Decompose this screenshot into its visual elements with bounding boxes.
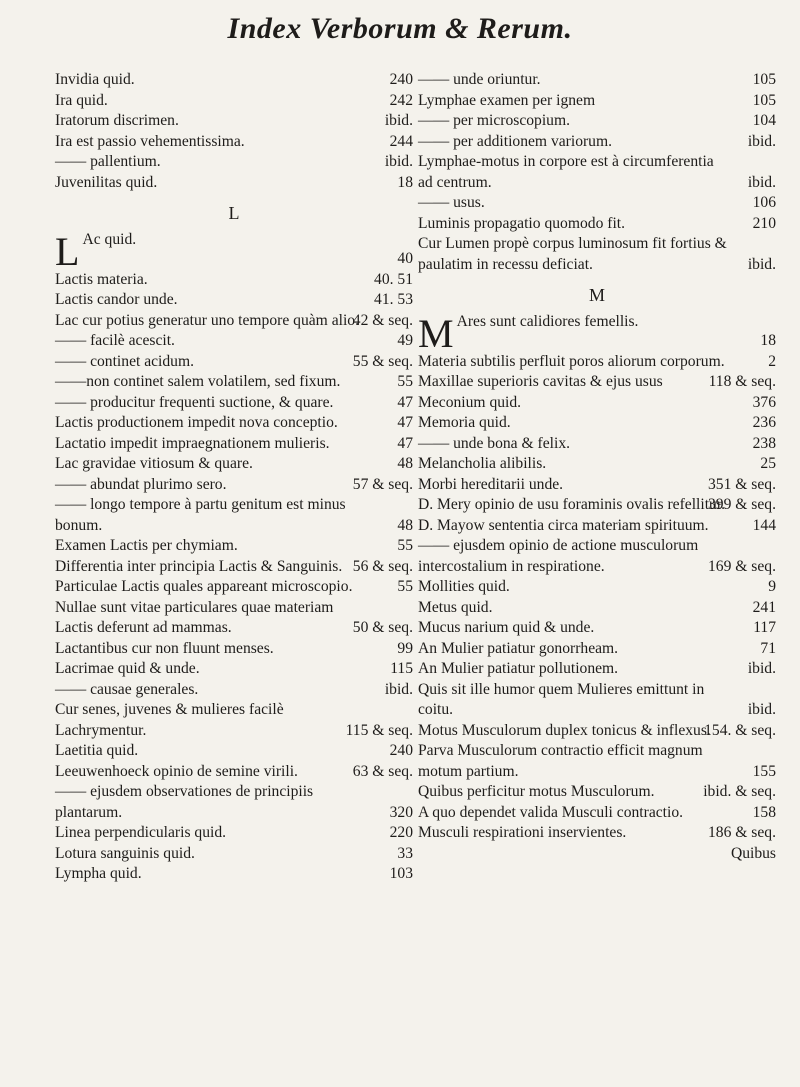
- page-reference: 105: [752, 91, 776, 109]
- page-reference: 18: [760, 332, 776, 349]
- page-reference: 186 & seq.: [707, 824, 776, 841]
- catchword: Quibus: [730, 844, 776, 862]
- index-entry: [55, 639, 413, 660]
- page-reference: ibid.: [747, 173, 776, 191]
- entry-text: ——non continet salem volatilem, sed fixum.: [55, 373, 341, 390]
- page-reference: 9: [768, 578, 776, 595]
- entry-text: An Mulier patiatur gonorrheam.: [418, 639, 619, 657]
- page-reference: 50 & seq.: [352, 619, 413, 636]
- index-entry: [55, 762, 413, 783]
- page-reference: ibid.: [384, 153, 413, 170]
- index-entry: [55, 536, 413, 557]
- page-reference: ibid.: [747, 255, 776, 273]
- page-reference: 18: [397, 173, 413, 191]
- index-entry: [55, 111, 413, 132]
- index-entry: [55, 844, 413, 865]
- entry-text: Morbi hereditarii unde.: [418, 475, 564, 493]
- entry-text: Parva Musculorum contractio efficit magnum motum partium.: [418, 742, 703, 780]
- page-reference: 244: [389, 132, 413, 150]
- page-reference: 55 & seq.: [352, 352, 413, 370]
- entry-text: Laetitia quid.: [55, 742, 139, 759]
- page-reference: 49: [397, 332, 413, 349]
- entry-text: Lactis candor unde.: [55, 291, 178, 308]
- page-reference: 154. & seq.: [704, 721, 776, 739]
- entry-text: Memoria quid.: [418, 414, 511, 431]
- page-reference: 40. 51: [374, 270, 413, 288]
- entry-text: —— pallentium.: [55, 153, 161, 170]
- index-entry: [418, 782, 776, 803]
- index-entry: [418, 823, 776, 844]
- index-entry: [418, 803, 776, 824]
- entry-text: —— unde oriuntur.: [418, 71, 541, 88]
- entry-text: Particulae Lactis quales appareant microscopio.: [55, 578, 353, 595]
- index-entry: [418, 475, 776, 496]
- index-entry: [55, 413, 413, 434]
- page-reference: 320: [389, 803, 413, 821]
- entry-text: —— ejusdem observationes de principiis plantarum.: [55, 783, 314, 821]
- entry-text: Materia subtilis perfluit poros aliorum corporum.: [418, 352, 725, 370]
- index-entry: [55, 680, 413, 701]
- index-entry: [55, 434, 413, 455]
- entry-text: —— abundat plurimo sero.: [55, 475, 227, 493]
- page-reference: 2: [768, 352, 776, 370]
- index-entry: [418, 393, 776, 414]
- page-reference: ibid.: [747, 132, 776, 150]
- entry-text: Lac cur potius generatur uno tempore quàm alio.: [55, 311, 359, 329]
- entry-text: D. Mery opinio de usu foraminis ovalis refellitur.: [418, 496, 726, 513]
- entry-text: Quis sit ille humor quem Mulieres emittunt in coitu.: [418, 680, 705, 718]
- index-entry: [418, 152, 776, 193]
- page-header: Index Verborum & Rerum.: [227, 12, 573, 45]
- index-entry: [55, 152, 413, 173]
- entry-text: —— producitur frequenti suctione, & quare.: [55, 393, 334, 411]
- page-reference: 220: [389, 824, 413, 841]
- index-entry: [418, 91, 776, 112]
- entry-text: Juvenilitas quid.: [55, 173, 158, 191]
- page-reference: 376: [752, 393, 776, 411]
- entry-text: Invidia quid.: [55, 71, 135, 88]
- index-entry: [55, 741, 413, 762]
- entry-text: An Mulier patiatur pollutionem.: [418, 660, 619, 677]
- index-entry: [418, 618, 776, 639]
- page-reference: 399 & seq.: [707, 496, 776, 513]
- entry-text: Lactis productionem impedit nova conceptio.: [55, 414, 338, 431]
- page-reference: ibid.: [747, 660, 776, 677]
- page-reference: 55: [397, 537, 413, 554]
- page-reference: 240: [389, 71, 413, 88]
- page-reference: 48: [397, 455, 413, 472]
- entry-text: A quo dependet valida Musculi contractio.: [418, 803, 684, 821]
- section-letter: L: [228, 203, 240, 223]
- page-reference: 55: [397, 578, 413, 595]
- entry-text: Differentia inter principia Lactis & Sanguinis.: [55, 557, 343, 575]
- page-reference: 47: [397, 393, 413, 411]
- index-entry: [418, 434, 776, 455]
- index-entry: [418, 577, 776, 598]
- index-entry: [418, 741, 776, 782]
- index-entry: [55, 352, 413, 373]
- index-entry: [55, 270, 413, 291]
- entry-text: Meconium quid.: [418, 393, 522, 411]
- page-reference: 158: [752, 803, 776, 821]
- page-reference: 115 & seq.: [345, 721, 413, 739]
- page-reference: 33: [397, 844, 413, 862]
- entry-text: —— per microscopium.: [418, 112, 571, 129]
- index-entry: [418, 598, 776, 619]
- entry-text: Lympha quid.: [55, 865, 142, 882]
- page-reference: 351 & seq.: [707, 475, 776, 493]
- index-entry: [55, 823, 413, 844]
- entry-text: Lymphae examen per ignem: [418, 91, 596, 109]
- index-entry: [418, 310, 776, 356]
- entry-text: Lotura sanguinis quid.: [55, 844, 195, 862]
- entry-text: Nullae sunt vitae particulares quae materiam Lactis deferunt ad mammas.: [55, 598, 334, 636]
- index-entry: [55, 331, 413, 352]
- entry-text: Mucus narium quid & unde.: [418, 619, 595, 636]
- index-entry: [418, 721, 776, 742]
- drop-cap: L: [55, 228, 80, 274]
- page-reference: 41. 53: [374, 291, 413, 308]
- page-reference: 169 & seq.: [707, 557, 776, 575]
- page-reference: 99: [397, 639, 413, 657]
- index-entry: [55, 700, 413, 741]
- page-reference: 104: [752, 112, 776, 129]
- index-entry: [55, 782, 413, 823]
- entry-text: Lactis materia.: [55, 270, 148, 288]
- entry-text: Luminis propagatio quomodo fit.: [418, 214, 626, 232]
- entry-text: Lactantibus cur non fluunt menses.: [55, 639, 274, 657]
- index-entry: [55, 393, 413, 414]
- entry-text: —— causae generales.: [55, 680, 199, 698]
- entry-text: Metus quid.: [418, 598, 493, 616]
- page-reference: 240: [389, 742, 413, 759]
- page-reference: 47: [397, 434, 413, 452]
- entry-text: D. Mayow sententia circa materiam spirituum.: [418, 516, 709, 534]
- index-entry: [418, 639, 776, 660]
- page-reference: 42 & seq.: [352, 311, 413, 329]
- page-reference: 236: [752, 414, 776, 431]
- index-entry: [418, 454, 776, 475]
- index-entry: [55, 598, 413, 639]
- entry-text: Examen Lactis per chymiam.: [55, 537, 238, 554]
- index-entry: [418, 132, 776, 153]
- index-entry: [418, 680, 776, 721]
- index-entry: [55, 577, 413, 598]
- page-reference: 40: [397, 250, 413, 267]
- index-entry: [418, 193, 776, 214]
- page-reference: ibid.: [384, 112, 413, 129]
- entry-text: Linea perpendicularis quid.: [55, 824, 227, 841]
- entry-text: Motus Musculorum duplex tonicus & inflexus.: [418, 721, 711, 739]
- page-reference: 48: [397, 516, 413, 534]
- entry-text: Mollities quid.: [418, 578, 510, 595]
- page-reference: 103: [389, 865, 413, 882]
- index-entry: [55, 228, 413, 274]
- page-reference: 117: [753, 619, 776, 636]
- page-reference: 118 & seq.: [708, 373, 776, 390]
- entry-text: Quibus perficitur motus Musculorum.: [418, 783, 655, 800]
- index-entry: [418, 352, 776, 373]
- entry-text: —— facilè acescit.: [55, 332, 175, 349]
- page-reference: 47: [397, 414, 413, 431]
- entry-text: —— per additionem variorum.: [418, 132, 613, 150]
- entry-text: —— longo tempore à partu genitum est minus bonum.: [55, 496, 346, 534]
- index-entry: [55, 475, 413, 496]
- page-reference: 25: [760, 455, 776, 472]
- section-letter: M: [588, 285, 605, 305]
- entry-text: Ira est passio vehementissima.: [55, 132, 245, 150]
- index-entry: [55, 864, 413, 885]
- index-entry: [418, 413, 776, 434]
- entry-text: —— ejusdem opinio de actione musculorum intercostalium in respiratione.: [418, 537, 699, 575]
- index-entry: [418, 234, 776, 275]
- index-entry: [418, 516, 776, 537]
- page-reference: 241: [752, 598, 776, 616]
- entry-text: —— usus.: [418, 194, 485, 211]
- entry-text: Lymphae-motus in corpore est à circumferentia ad centrum.: [418, 153, 714, 191]
- index-entry: [55, 372, 413, 393]
- page-reference: 63 & seq.: [352, 762, 413, 780]
- page-reference: 210: [752, 214, 776, 232]
- entry-text: —— unde bona & felix.: [418, 434, 571, 452]
- index-entry: [55, 91, 413, 112]
- drop-cap: M: [418, 310, 454, 356]
- entry-text: Cur Lumen propè corpus luminosum fit fortius & paulatim in recessu deficiat.: [418, 235, 727, 273]
- page-reference: 105: [752, 71, 776, 88]
- index-column-right: [418, 70, 776, 864]
- entry-text: Melancholia alibilis.: [418, 455, 547, 472]
- page-reference: 106: [752, 194, 776, 211]
- page-reference: 57 & seq.: [352, 475, 413, 493]
- entry-text: Lactatio impedit impraegnationem mulieris.: [55, 434, 330, 452]
- index-entry: [55, 311, 413, 332]
- entry-text: Ac quid.: [82, 230, 137, 248]
- entry-text: Cur senes, juvenes & mulieres facilè Lachrymentur.: [55, 701, 284, 739]
- index-entry: [55, 132, 413, 153]
- index-entry: [418, 659, 776, 680]
- index-entry: [55, 454, 413, 475]
- index-entry: [55, 290, 413, 311]
- entry-text: Iratorum discrimen.: [55, 112, 179, 129]
- index-entry: [418, 70, 776, 91]
- index-entry: [418, 536, 776, 577]
- page-reference: 155: [752, 762, 776, 780]
- index-column-left: [55, 70, 413, 885]
- entry-text: Lacrimae quid & unde.: [55, 660, 200, 677]
- index-entry: [418, 372, 776, 393]
- entry-text: Maxillae superioris cavitas & ejus usus: [418, 373, 663, 390]
- index-entry: [418, 111, 776, 132]
- page-reference: 115: [390, 660, 413, 677]
- page-reference: ibid. & seq.: [703, 783, 776, 800]
- entry-text: Musculi respirationi inservientes.: [418, 824, 627, 841]
- index-entry: [418, 495, 776, 516]
- entry-text: —— continet acidum.: [55, 352, 195, 370]
- index-entry: [55, 70, 413, 91]
- index-entry: [55, 659, 413, 680]
- page-reference: 71: [760, 639, 776, 657]
- index-entry: [55, 495, 413, 536]
- entry-text: Ares sunt calidiores femellis.: [456, 312, 639, 330]
- page-reference: 238: [752, 434, 776, 452]
- page-reference: ibid.: [384, 680, 413, 698]
- page-reference: 144: [752, 516, 776, 534]
- entry-text: Leeuwenhoeck opinio de semine virili.: [55, 762, 298, 780]
- index-entry: [55, 557, 413, 578]
- page-reference: 56 & seq.: [352, 557, 413, 575]
- page-reference: ibid.: [747, 701, 776, 718]
- index-entry: [55, 173, 413, 194]
- entry-text: Lac gravidae vitiosum & quare.: [55, 455, 253, 472]
- entry-text: Ira quid.: [55, 91, 108, 109]
- index-entry: [418, 214, 776, 235]
- page-reference: 55: [397, 373, 413, 390]
- page-reference: 242: [389, 91, 413, 109]
